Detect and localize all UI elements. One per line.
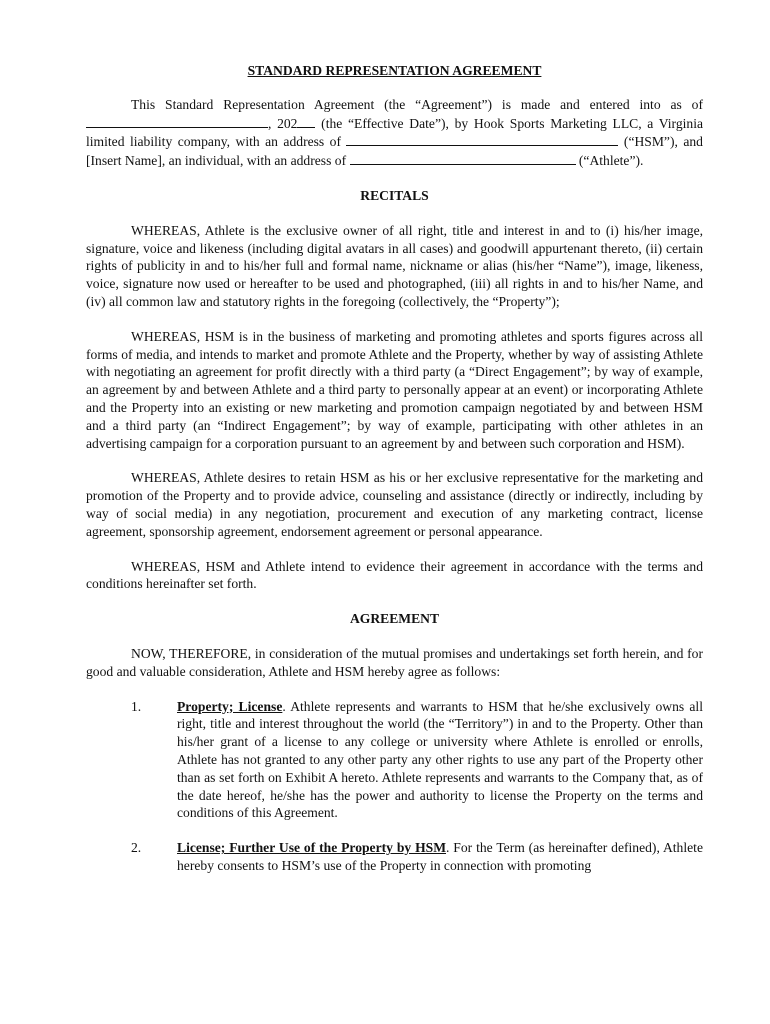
year-blank xyxy=(297,114,315,128)
agreement-heading: AGREEMENT xyxy=(349,611,440,627)
intro-text-1: This Standard Representation Agreement (the “Agreement”) is made and entered into as of xyxy=(131,96,703,112)
section-title: Property; License xyxy=(177,698,283,714)
agreement-intro: NOW, THEREFORE, in consideration of the mutual promises and undertakings set forth herein, and for good and valuable consideration, Athlete and HSM hereby agree as follows: xyxy=(86,645,703,679)
recital-paragraph: WHEREAS, HSM and Athlete intend to evidence their agreement in accordance with the terms and conditions hereinafter set forth. xyxy=(86,558,703,592)
recital-paragraph: WHEREAS, Athlete desires to retain HSM as his or her exclusive representative for the marketing and promotion of the Property and to provide advice, counseling and assistance (directly or indirectly, including by way of social media) in any negotiation, procurement and execution of any marketing contract, license agreement, sponsorship agreement, endorsement agreement or personal appearance. xyxy=(86,470,703,539)
effective-date-blank xyxy=(86,114,268,128)
recital-paragraph: WHEREAS, Athlete is the exclusive owner of all right, title and interest in and to (i) his/her image, signature, voice and likeness (including digital avatars in all cases) and goodwill appurtenant thereto, (ii) certain rights of publicity in and to his/her full and formal name, nickname or alias (his/her “Name”), image, likeness, voice, signature now used or hereafter to be used and photographed, (iii) all rights in and to his/her Name, and (iv) all common law and statutory rights in the foregoing (collectively, the “Property”); xyxy=(86,222,703,309)
intro-paragraph xyxy=(86,96,703,170)
section-number: 1. xyxy=(131,698,142,714)
intro-text-3: (the “Effective Date”), by Hook Sports Marketing LLC, a Virginia limited liability company, with an address of xyxy=(86,115,704,150)
intro-text-2: , 202 xyxy=(268,115,298,131)
section-item xyxy=(86,839,703,875)
intro-text-4: (“HSM”), and [Insert Name], an individual, with an address of xyxy=(86,134,703,169)
section-text xyxy=(177,698,703,823)
recitals-heading: RECITALS xyxy=(360,187,429,203)
section-text xyxy=(177,839,703,875)
section-body: . Athlete represents and warrants to HSM that he/she exclusively owns all right, title and interest throughout the world (the “Territory”) in and to the Property. Other than his/her grant of a license to any college or university where Athlete is enrolled or enrolls, Athlete has not granted to any other party any other rights to use any part of the Property other than as set forth on Exhibit A hereto. Athlete represents and warrants to the Company that, as of the date hereof, he/she has the power and authority to license the Property on the terms and conditions of this Agreement. xyxy=(177,698,703,821)
recital-paragraph: WHEREAS, HSM is in the business of marketing and promoting athletes and sports figures across all forms of media, and intends to market and promote Athlete and the Property, whether by way of assisting Athlete with negotiating an agreement for profit directly with a third party (a “Direct Engagement”; by way of example, an agreement by and between Athlete and a third party to personally appear at an event) or incorporating Athlete and the Property into an existing or new marketing and promotion campaign negotiated by and between HSM and a third party (an “Indirect Engagement”; by way of example, participating with other athletes in an advertising campaign for a corporation pursuant to an agreement by and between such corporation and HSM). xyxy=(86,328,703,451)
athlete-address-blank xyxy=(350,151,576,165)
document-title: STANDARD REPRESENTATION AGREEMENT xyxy=(247,63,542,78)
section-title: License; Further Use of the Property by HSM xyxy=(177,840,447,856)
hsm-address-blank xyxy=(346,132,618,146)
section-body: . For the Term (as hereinafter defined), Athlete hereby consents to HSM’s use of the Property in connection with promoting xyxy=(177,840,703,873)
section-list xyxy=(86,698,703,875)
section-item xyxy=(86,698,703,823)
section-number: 2. xyxy=(131,840,142,856)
intro-text-5: (“Athlete”). xyxy=(575,153,644,169)
